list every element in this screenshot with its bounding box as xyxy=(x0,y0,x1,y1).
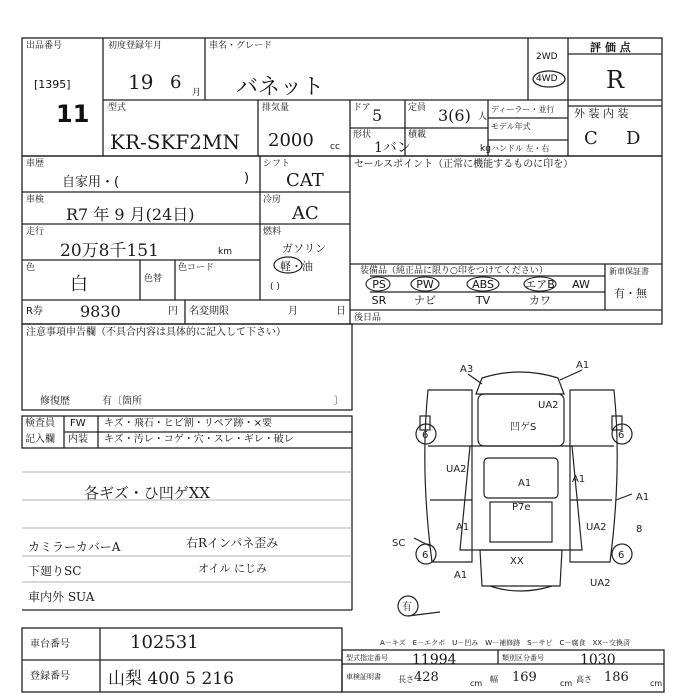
fw-label: FW xyxy=(70,418,86,429)
ac-label: 冷房 xyxy=(263,195,282,205)
hgt-value: 186 xyxy=(604,670,629,685)
equip-tv: TV xyxy=(475,294,491,307)
inspector-label-2: 記入欄 xyxy=(25,434,55,445)
equip-airbag: エアB xyxy=(525,278,555,291)
recycle-unit: 円 xyxy=(168,306,178,317)
shape-label: 形状 xyxy=(353,130,372,140)
recycle-label: R券 xyxy=(26,306,43,317)
ext-int-label: 外 装 内 装 xyxy=(574,107,629,120)
inspector-note-4: 車内外 SUA xyxy=(28,590,95,604)
repair-value: 有〔箇所 xyxy=(102,396,142,407)
disp-label: 排気量 xyxy=(262,103,290,113)
equip-leather: カワ xyxy=(529,294,551,307)
equip-ps: PS xyxy=(372,278,386,291)
cat-label: 類別区分番号 xyxy=(502,654,544,662)
model-year-label: モデル年式 xyxy=(491,122,531,131)
first-reg-month-suffix: 月 xyxy=(192,88,202,98)
repair-close: 〕 xyxy=(334,396,344,407)
disp-unit: cc xyxy=(330,142,340,152)
color-value: 白 xyxy=(70,274,88,295)
mark-a1-roof: A1 xyxy=(518,478,532,489)
mark-wheel-rr: 6 xyxy=(618,550,625,561)
inspection-label: 車検 xyxy=(26,195,45,205)
color-code-label: 色コード xyxy=(178,263,215,273)
equip-abs: ABS xyxy=(472,278,494,291)
mark-a1-right: A1 xyxy=(572,474,586,485)
fuel-light: 軽・油 xyxy=(280,260,313,273)
ext-grade: C xyxy=(584,128,598,149)
chassis-label: 車台番号 xyxy=(30,639,70,650)
notes-label: 注意事項申告欄（不具合内容は具体的に記入して下さい） xyxy=(26,327,286,338)
door-label: ドア xyxy=(353,103,371,113)
capacity-unit: 人 xyxy=(478,112,488,122)
fuel-paren: ( ) xyxy=(270,282,280,292)
type-label: 型式 xyxy=(108,103,127,113)
color-label: 色 xyxy=(26,263,36,273)
drive-4wd: 4WD xyxy=(536,74,558,84)
capacity-label: 定員 xyxy=(408,103,427,113)
after-label: 後日品 xyxy=(354,313,382,323)
repair-label: 修復歴 xyxy=(40,396,70,407)
mark-ua2-left: UA2 xyxy=(446,464,467,475)
first-reg-month: 6 xyxy=(170,72,182,93)
mark-wheel-rl: 6 xyxy=(422,550,429,561)
rating-label: 評 価 点 xyxy=(590,41,631,54)
fuel-gas: ガソリン xyxy=(282,242,326,255)
mark-a1-rear: A1 xyxy=(454,570,468,581)
cert-label: 車検証明書 xyxy=(346,673,381,681)
lot-code: [1395] xyxy=(34,78,71,91)
cat-value: 1030 xyxy=(580,652,616,668)
name-change-label: 名変期限 xyxy=(189,306,229,317)
load-unit: kg xyxy=(480,144,491,154)
inspector-note-2a: カミラーカバーA xyxy=(28,540,121,554)
mark-a1-front: A1 xyxy=(576,360,590,371)
mileage-label: 走行 xyxy=(26,227,45,237)
inspector-note-1: 各ギズ・ひ凹ゲXX xyxy=(84,484,211,502)
mark-available: 有 xyxy=(402,602,412,613)
mark-a1-left: A1 xyxy=(456,522,470,533)
shift-value: CAT xyxy=(286,170,324,191)
history-label: 車歴 xyxy=(26,159,45,169)
fuel-label: 燃料 xyxy=(263,227,282,237)
shape-value: 1バン xyxy=(374,140,411,156)
door-value: 5 xyxy=(372,106,383,125)
disp-value: 2000 xyxy=(268,130,314,151)
history-value: 自家用・( xyxy=(62,175,120,190)
len-value: 428 xyxy=(414,670,439,685)
mileage-unit: km xyxy=(218,247,232,257)
interior-items: キズ・汚レ・コゲ・穴・スレ・ギレ・破レ xyxy=(104,434,294,445)
interior-label: 内装 xyxy=(68,434,88,445)
wid-unit: cm xyxy=(560,679,573,688)
warranty-value: 有・無 xyxy=(614,287,647,300)
sales-point-label: セールスポイント（正常に機能するものに印を） xyxy=(354,159,574,170)
mark-a1-edge: A1 xyxy=(636,492,650,503)
mark-p7e: P7e xyxy=(512,502,531,513)
new-car-label: 新車保証書 xyxy=(609,267,649,276)
lot-number: 11 xyxy=(56,100,90,128)
chassis-value: 102531 xyxy=(130,632,199,653)
mark-hood-dent: 凹ゲS xyxy=(510,422,537,433)
wid-label: 幅 xyxy=(490,675,498,684)
hgt-unit: cm xyxy=(650,679,663,688)
load-label: 積載 xyxy=(408,130,427,140)
plate-value: 山梨 400 5 216 xyxy=(108,669,234,689)
history-close: ) xyxy=(244,171,250,186)
equip-aw: AW xyxy=(572,278,590,291)
inspector-note-2b: 右Rインパネ歪み xyxy=(186,536,279,550)
lot-label: 出品番号 xyxy=(26,41,63,51)
class-label: 型式指定番号 xyxy=(346,654,388,662)
mark-wheel-fl: 6 xyxy=(422,430,429,441)
name-change-day: 日 xyxy=(336,306,346,317)
ac-value: AC xyxy=(292,203,319,224)
rating-value: R xyxy=(606,66,625,94)
equip-navi: ナビ xyxy=(414,294,436,307)
type-value: KR-SKF2MN xyxy=(110,130,240,154)
mark-ua2-rear: UA2 xyxy=(590,578,611,589)
diagram-legend: A－キズ E－エクボ U－凹み W－補修跡 S－サビ C－腐食 XX－交換済 xyxy=(380,639,631,647)
mark-a3: A3 xyxy=(460,364,474,375)
car-damage-diagram xyxy=(360,350,660,640)
mark-wheel-fr: 6 xyxy=(618,430,625,441)
handle-label: ハンドル 左・右 xyxy=(491,144,550,153)
len-unit: cm xyxy=(470,679,483,688)
mileage-value: 20万8千151 xyxy=(60,241,159,261)
equipment-label: 装備品（純正品に限り○印をつけてください） xyxy=(360,266,548,276)
capacity-value: 3(6) xyxy=(438,106,471,125)
first-reg-label: 初度登録年月 xyxy=(108,41,163,51)
name-change-month: 月 xyxy=(288,306,298,317)
equip-pw: PW xyxy=(416,278,434,291)
inspector-label-1: 検査員 xyxy=(25,418,55,429)
plate-label: 登録番号 xyxy=(30,671,70,682)
fw-items: キズ・飛石・ヒビ割・リペア跡・×要 xyxy=(104,418,272,429)
equip-sr: SR xyxy=(371,294,387,307)
model-name: バネット xyxy=(236,75,325,100)
recycle-value: 9830 xyxy=(80,302,121,321)
mark-ua2-hood: UA2 xyxy=(538,400,559,411)
hgt-label: 高さ xyxy=(576,675,592,684)
inspection-value: R7 年 9 月(24日) xyxy=(66,205,195,224)
shift-label: シフト xyxy=(263,159,291,169)
class-value: 11994 xyxy=(412,652,457,668)
first-reg-year: 19 xyxy=(128,70,154,94)
len-label: 長さ xyxy=(398,675,414,684)
dealer-label: ディーラー・並行 xyxy=(491,105,555,114)
mark-8: 8 xyxy=(636,524,643,535)
inspector-note-3b: オイル にじみ xyxy=(198,562,267,575)
int-grade: D xyxy=(626,128,641,149)
color-no-label: 色替 xyxy=(144,274,163,284)
mark-ua2-right: UA2 xyxy=(586,522,607,533)
wid-value: 169 xyxy=(512,670,537,685)
inspector-note-3a: 下廻りSC xyxy=(28,564,82,578)
model-label: 車名・グレード xyxy=(209,41,273,51)
drive-2wd: 2WD xyxy=(536,52,558,62)
mark-sc: SC xyxy=(392,538,406,549)
mark-xx: XX xyxy=(510,556,524,567)
